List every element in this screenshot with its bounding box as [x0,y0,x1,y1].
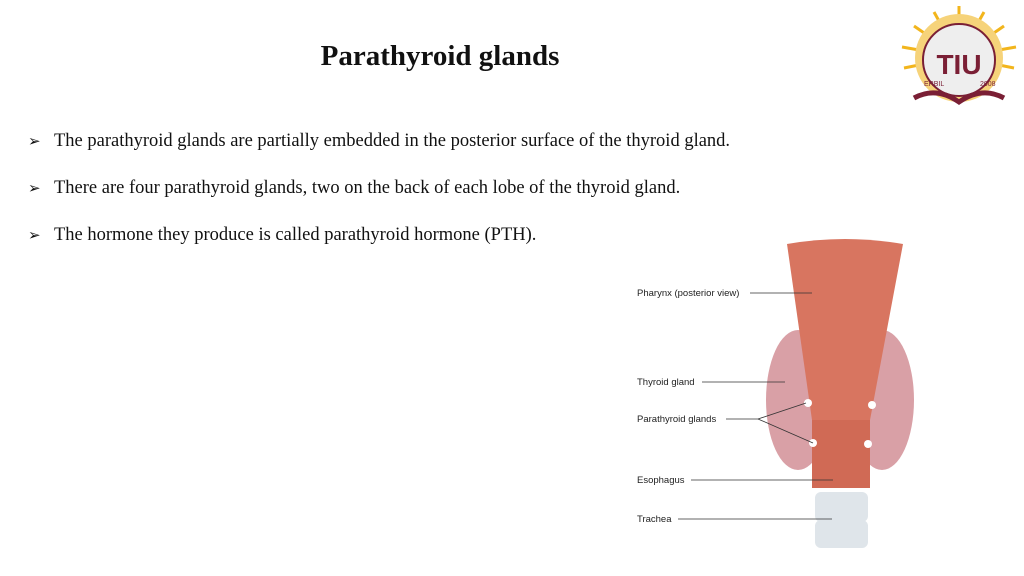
bullet-item [28,131,730,152]
svg-text:TIU: TIU [936,49,982,80]
svg-text:2008: 2008 [980,81,996,88]
label-thyroid: Thyroid gland [637,377,695,388]
bullet-text: The parathyroid glands are partially embedded in the posterior surface of the thyroid gland. [54,131,731,151]
label-esophagus: Esophagus [637,475,685,486]
slide-title: Parathyroid glands [320,40,560,72]
trachea [815,520,868,548]
university-logo [896,2,1022,112]
bullet-item [28,225,536,246]
thyroid-anatomy-figure [620,230,920,560]
bullet-text: There are four parathyroid glands, two on the back of each lobe of the thyroid gland. [54,178,681,198]
label-parathyroid: Parathyroid glands [637,414,717,425]
bullet-item [28,178,680,199]
label-pharynx: Pharynx (posterior view) [637,288,740,299]
arrow-bullet-icon: ➢ [28,134,41,150]
arrow-bullet-icon: ➢ [28,228,41,244]
label-trachea: Trachea [637,514,672,525]
esophagus [812,420,870,488]
arrow-bullet-icon: ➢ [28,181,41,197]
bullet-text: The hormone they produce is called parathyroid hormone (PTH). [54,225,537,245]
svg-text:ERBIL: ERBIL [924,81,945,88]
